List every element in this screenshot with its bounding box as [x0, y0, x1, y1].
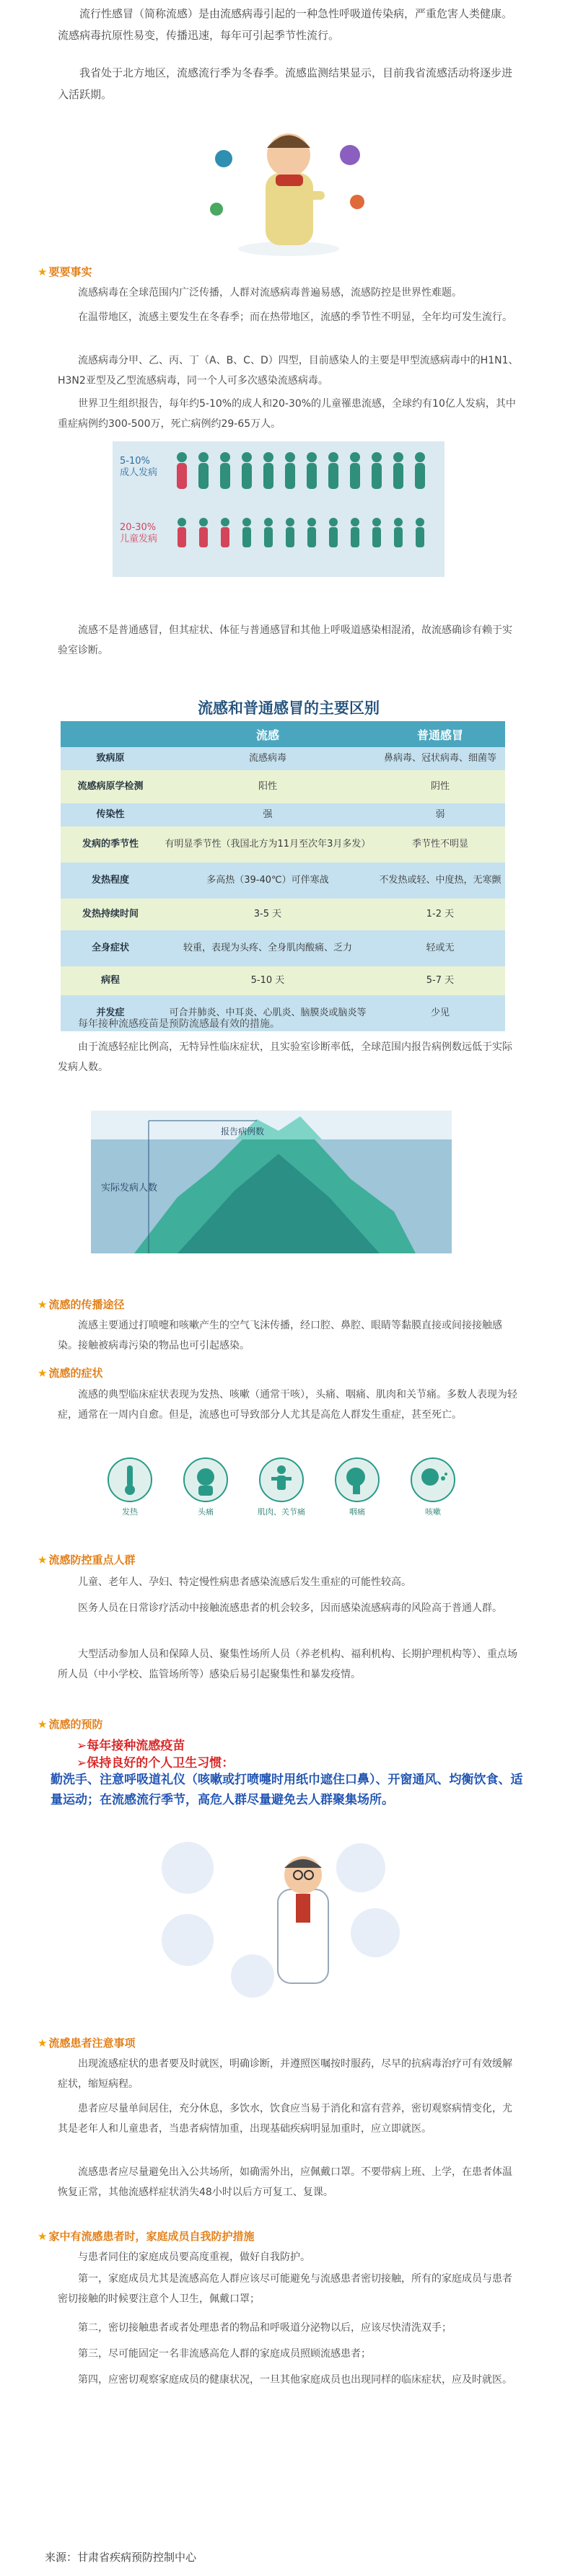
symptom-icons-row — [101, 1457, 476, 1529]
child-rate: 20-30% — [120, 522, 157, 533]
table-title: 流感和普通感冒的主要区别 — [198, 700, 380, 717]
symptom-fever: 发热 — [101, 1457, 159, 1517]
sick-person-illustration — [195, 115, 382, 260]
virus-icon — [215, 150, 232, 167]
mask-vignette — [336, 1843, 385, 1892]
section-heading-key-groups: ★ 流感防控重点人群 — [38, 1553, 136, 1566]
star-icon: ★ — [38, 265, 48, 278]
doctor-prevention-illustration — [144, 1825, 426, 1998]
ventilation-vignette — [351, 1908, 400, 1957]
table-row: 发热持续时间 3-5 天 1-2 天 — [61, 899, 505, 930]
patient-notes-paragraph: 患者应尽量单间居住，充分休息，多饮水，饮食应当易于消化和富有营养，密切观察病情变化，尤其是老年人和儿童患者，当患者病情加重，出现基础疾病明显加重时，应立即就医。 — [58, 2103, 512, 2135]
virus-icon — [350, 195, 364, 209]
symptom-muscle-pain: 肌肉、关节痛 — [253, 1457, 310, 1517]
key-groups-paragraph: 儿童、老年人、孕妇、特定慢性病患者感染流感后发生重症的可能性较高。 — [78, 1576, 411, 1588]
intro-paragraph-2: 我省处于北方地区，流感流行季为冬春季。流感监测结果显示，目前我省流感活动将逐步进入活跃期。 — [58, 66, 513, 101]
symptom-sore-throat: 咽痛 — [328, 1457, 386, 1517]
patient-notes-paragraph: 流感患者应尽量避免出入公共场所，如确需外出，应佩戴口罩。不要带病上班、上学，在患者体温恢复正常，其他流感样症状消失48小时以后方可复工、复课。 — [58, 2166, 512, 2198]
star-icon: ★ — [38, 1298, 48, 1311]
patient-notes-paragraph: 出现流感症状的患者要及时就医，明确诊断，并遵照医嘱按时服药，尽早的抗病毒治疗可有效缓解症状，缩短病程。 — [58, 2058, 512, 2090]
flu-vs-cold-table — [61, 721, 505, 1031]
source-credit: 来源：甘肃省疾病预防控制中心 — [45, 2551, 197, 2564]
transmission-paragraph: 流感主要通过打喷嚏和咳嗽产生的空气飞沫传播，经口腔、鼻腔、眼睛等黏膜直接或间接接触感染。接触被病毒污染的物品也可引起感染。 — [58, 1320, 502, 1351]
table-row: 病程 5-10 天 5-7 天 — [61, 966, 505, 995]
prevention-hygiene-details: 勤洗手、注意呼吸道礼仪（咳嗽或打喷嚏时用纸巾遮住口鼻）、开窗通风、均衡饮食、适量运动；在流感流行季节，高危人群尽量避免去人群聚集场所。 — [51, 1773, 523, 1807]
home-protection-paragraph: 第二，密切接触患者或者处理患者的物品和呼吸道分泌物以后，应该尽快清洗双手； — [78, 2322, 452, 2334]
handwashing-vignette — [162, 1914, 214, 1966]
symptom-cough: 咳嗽 — [404, 1457, 462, 1517]
prevention-hygiene-heading: ➢保持良好的个人卫生习惯： — [76, 1756, 235, 1770]
key-groups-paragraph: 医务人员在日常诊疗活动中接触流感患者的机会较多，因而感染流感病毒的风险高于普通人群。 — [78, 1602, 502, 1614]
facts-paragraph: 流感病毒在全球范围内广泛传播，人群对流感病毒普遍易感，流感防控是世界性难题。 — [78, 287, 462, 299]
facts-paragraph: 世界卫生组织报告，每年约5-10%的成人和20-30%的儿童罹患流感，全球约有10亿人发病，其中重症病例约300-500万，死亡病例约29-65万人。 — [58, 398, 516, 430]
table-row: 流感病原学检测 阳性 阴性 — [61, 770, 505, 803]
star-icon: ★ — [38, 1718, 48, 1731]
prevention-vaccine: ➢每年接种流感疫苗 — [76, 1739, 185, 1753]
underreport-paragraph: 由于流感轻症比例高，无特异性临床症状，且实验室诊断率低，全球范围内报告病例数远低于实际发病人数。 — [58, 1041, 512, 1073]
section-heading-prevention: ★ 流感的预防 — [38, 1718, 103, 1731]
vaccine-paragraph: 每年接种流感疫苗是预防流感最有效的措施。 — [78, 1018, 280, 1030]
table-row: 发病的季节性 有明显季节性（我国北方为11月至次年3月多发） 季节性不明显 — [61, 826, 505, 863]
symptoms-paragraph: 流感的典型临床症状表现为发热、咳嗽（通常干咳），头痛、咽痛、肌肉和关节痛。多数人表现为轻症，通常在一周内自愈。但是，流感也可导致部分人尤其是高危人群发生重症，甚至死亡。 — [58, 1389, 517, 1421]
iceberg-illustration — [91, 1111, 452, 1253]
home-protection-paragraph: 第四，应密切观察家庭成员的健康状况，一旦其他家庭成员也出现同样的临床症状，应及时就医。 — [78, 2374, 512, 2386]
reported-cases-label: 报告病例数 — [221, 1126, 265, 1137]
adult-label: 成人发病 — [120, 467, 158, 478]
key-groups-paragraph: 大型活动参加人员和保障人员、聚集性场所人员（养老机构、福利机构、长期护理机构等）、重点场所人员（中小学校、监管场所等）感染后易引起聚集性和暴发疫情。 — [58, 1649, 517, 1680]
star-icon: ★ — [38, 2230, 48, 2243]
star-icon: ★ — [38, 2037, 48, 2050]
child-label: 儿童发病 — [120, 534, 158, 544]
intro-paragraph-1: 流行性感冒（简称流感）是由流感病毒引起的一种急性呼吸道传染病，严重危害人类健康。流感病毒抗原性易变，传播迅速，每年可引起季节性流行。 — [58, 7, 513, 42]
section-heading-home-protection: ★ 家中有流感患者时，家庭成员自我防护措施 — [38, 2230, 255, 2243]
incidence-infographic — [113, 441, 444, 577]
symptom-headache: 头痛 — [177, 1457, 235, 1517]
virus-icon — [210, 203, 223, 216]
adult-rate: 5-10% — [120, 456, 150, 467]
star-icon: ★ — [38, 1367, 48, 1380]
home-protection-paragraph: 第三，尽可能固定一名非流感高危人群的家庭成员照顾流感患者； — [78, 2348, 371, 2360]
exercise-vignette — [231, 1954, 274, 1998]
actual-cases-label: 实际发病人数 — [101, 1183, 158, 1194]
vaccination-vignette — [162, 1842, 214, 1894]
table-row: 并发症 可合并肺炎、中耳炎、心肌炎、脑膜炎或脑炎等 少见 — [61, 995, 505, 1031]
table-header-row: 流感 普通感冒 — [61, 721, 505, 747]
section-heading-facts: ★ 要要事实 — [38, 265, 92, 278]
virus-icon — [340, 145, 360, 165]
home-protection-paragraph: 第一，家庭成员尤其是流感高危人群应该尽可能避免与流感患者密切接触，所有的家庭成员与患者密切接触的时候要注意个人卫生，佩戴口罩； — [58, 2273, 512, 2305]
table-row: 发热程度 多高热（39-40℃）可伴寒战 不发热或轻、中度热，无寒颤 — [61, 863, 505, 899]
diagnosis-paragraph: 流感不是普通感冒，但其症状、体征与普通感冒和其他上呼吸道感染相混淆，故流感确诊有赖于实验室诊断。 — [58, 625, 512, 656]
table-row: 全身症状 较重，表现为头疼、全身肌肉酸痛、乏力 轻或无 — [61, 930, 505, 966]
section-heading-transmission: ★ 流感的传播途径 — [38, 1298, 125, 1311]
section-heading-patient-notes: ★ 流感患者注意事项 — [38, 2037, 136, 2050]
home-protection-paragraph: 与患者同住的家庭成员要高度重视，做好自我防护。 — [78, 2251, 310, 2263]
section-heading-symptoms: ★ 流感的症状 — [38, 1367, 103, 1380]
table-row: 传染性 强 弱 — [61, 803, 505, 826]
facts-paragraph: 流感病毒分甲、乙、丙、丁（A、B、C、D）四型，目前感染人的主要是甲型流感病毒中的H1N1、H3N2亚型及乙型流感病毒，同一个人可多次感染流感病毒。 — [58, 355, 519, 387]
table-row: 致病原 流感病毒 鼻病毒、冠状病毒、细菌等 — [61, 747, 505, 770]
facts-paragraph: 在温带地区，流感主要发生在冬春季；而在热带地区，流感的季节性不明显，全年均可发生流行。 — [78, 312, 512, 323]
star-icon: ★ — [38, 1553, 48, 1566]
